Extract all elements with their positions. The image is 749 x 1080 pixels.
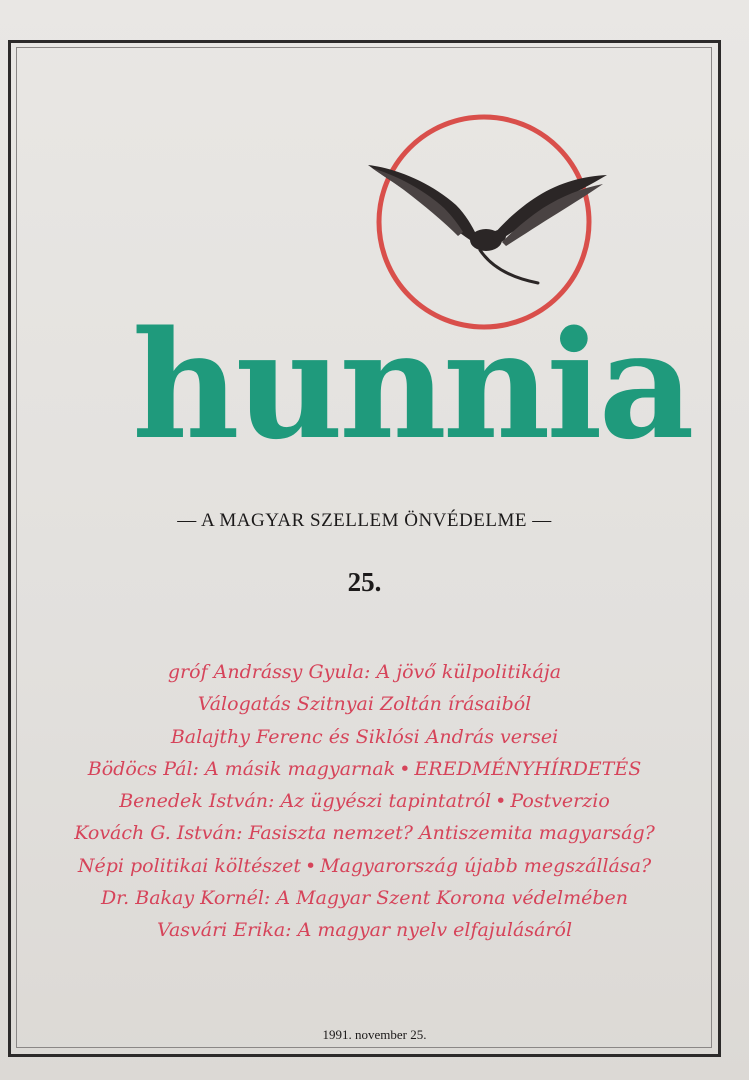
contents-item	[0, 753, 729, 785]
magazine-title: hunnia	[132, 298, 691, 472]
contents-item	[0, 850, 729, 882]
eagle-tail	[480, 250, 538, 283]
contents-item: Dr. Bakay Kornél: A Magyar Szent Korona védelmében	[100, 887, 629, 910]
bullet-separator: •	[304, 854, 317, 877]
eagle-icon	[368, 165, 607, 251]
publication-date: 1991. november 25.	[322, 1027, 427, 1042]
bullet-separator: •	[495, 790, 507, 813]
contents-item-left: Népi politikai költészet	[77, 854, 301, 877]
contents-item: Kovách G. István: Fasiszta nemzet? Antiszemita magyarság?	[74, 822, 655, 845]
red-circle	[379, 117, 589, 327]
magazine-subtitle: — A MAGYAR SZELLEM ÖNVÉDELME —	[177, 510, 552, 531]
contents-item-right: Postverzio	[510, 790, 610, 813]
contents-item: Válogatás Szitnyai Zoltán írásaiból	[197, 693, 532, 716]
bullet-separator: •	[399, 757, 411, 780]
contents-item: Vasvári Erika: A magyar nyelv elfajulásáról	[156, 919, 573, 942]
contents-item: gróf Andrássy Gyula: A jövő külpolitikája	[167, 661, 562, 683]
contents-item-left: Bödöcs Pál: A másik magyarnak	[87, 757, 396, 780]
contents-item-right: EREDMÉNYHÍRDETÉS	[414, 757, 642, 780]
contents-item: Balajthy Ferenc és Siklósi András versei	[170, 725, 559, 748]
contents-item	[0, 785, 729, 817]
contents-list	[0, 656, 729, 947]
contents-item-left: Benedek István: Az ügyészi tapintatról	[119, 790, 492, 813]
issue-number: 25.	[347, 567, 382, 597]
contents-item-right: Magyarország újabb megszállása?	[320, 854, 652, 877]
